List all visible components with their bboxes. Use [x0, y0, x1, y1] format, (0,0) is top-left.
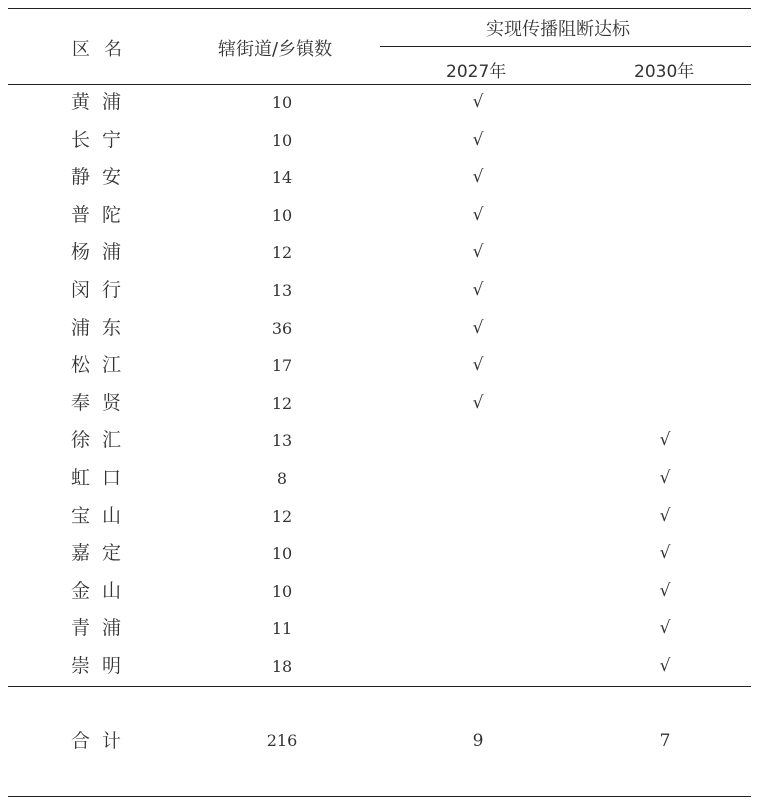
district-count: 12	[271, 506, 293, 526]
table-row	[0, 498, 760, 536]
table-row	[0, 159, 760, 197]
check-2030: √	[659, 656, 671, 676]
table-row	[0, 347, 760, 385]
check-2030	[615, 122, 715, 160]
check-2030	[615, 310, 715, 348]
check-2027: √	[472, 317, 484, 338]
district-name: 长宁	[71, 128, 134, 151]
table-row	[0, 422, 760, 460]
check-2027	[428, 422, 528, 460]
header-count: 辖街道/乡镇数	[218, 39, 333, 60]
district-count: 10	[271, 544, 293, 564]
district-count: 14	[271, 168, 293, 188]
check-2027: √	[472, 92, 484, 112]
district-count: 18	[271, 657, 293, 676]
check-2030	[615, 385, 715, 423]
table-row	[0, 272, 760, 310]
total-2027: 9	[472, 731, 484, 751]
district-count: 13	[271, 431, 293, 451]
table-row	[0, 460, 760, 498]
district-name: 静安	[71, 166, 134, 189]
table-row	[0, 648, 760, 686]
table-row	[0, 385, 760, 423]
table-row	[0, 535, 760, 573]
district-count: 13	[271, 281, 293, 300]
district-name: 虹口	[71, 467, 134, 489]
header-region: 区名	[72, 39, 136, 60]
district-name: 黄浦	[71, 91, 134, 113]
district-name: 浦东	[71, 316, 134, 339]
district-name: 普陀	[71, 203, 134, 226]
district-count: 11	[271, 619, 293, 639]
check-2030	[615, 159, 715, 197]
check-2030: √	[659, 468, 671, 488]
check-2027: √	[472, 242, 484, 263]
table-row	[0, 610, 760, 648]
table-row	[0, 122, 760, 160]
district-name: 青浦	[71, 617, 134, 640]
district-count: 8	[276, 469, 288, 488]
check-2027: √	[472, 280, 484, 300]
check-2027	[428, 498, 528, 536]
district-count: 10	[271, 581, 293, 601]
check-2027: √	[472, 355, 484, 376]
check-2027	[428, 573, 528, 611]
check-2030	[615, 272, 715, 310]
district-count: 36	[271, 318, 293, 338]
check-2030: √	[659, 580, 671, 601]
district-count: 12	[271, 243, 293, 263]
check-2030	[615, 347, 715, 385]
table-row	[0, 84, 760, 122]
check-2027	[428, 460, 528, 498]
district-name: 嘉定	[71, 542, 134, 565]
district-name: 徐汇	[71, 429, 134, 452]
total-2030: 7	[659, 731, 671, 751]
district-count: 10	[271, 93, 293, 112]
table-row	[0, 573, 760, 611]
table-row	[0, 234, 760, 272]
check-2030	[615, 197, 715, 235]
check-2030	[615, 84, 715, 122]
check-2030: √	[659, 618, 671, 639]
table-row	[0, 197, 760, 235]
district-name: 崇明	[71, 655, 134, 677]
district-name: 松江	[71, 354, 134, 377]
check-2027: √	[472, 392, 484, 413]
check-2030: √	[659, 430, 671, 451]
body-bottom-rule	[8, 686, 751, 687]
header-group: 实现传播阻断达标	[486, 19, 630, 40]
district-count: 12	[271, 393, 293, 413]
header-year-2030: 2030年	[634, 62, 695, 82]
district-count: 10	[271, 205, 293, 225]
check-2027: √	[472, 204, 484, 225]
district-name: 奉贤	[71, 391, 134, 414]
check-2027	[428, 610, 528, 648]
header-sub-rule	[380, 46, 751, 47]
total-count: 216	[266, 731, 298, 750]
district-count: 10	[271, 130, 293, 150]
check-2027	[428, 648, 528, 686]
district-count: 17	[271, 356, 293, 376]
header-year-2027: 2027年	[446, 62, 507, 82]
check-2027	[428, 535, 528, 573]
table-top-rule	[8, 8, 751, 9]
check-2027: √	[472, 129, 484, 150]
total-row	[0, 722, 760, 760]
district-name: 闵行	[71, 279, 134, 301]
check-2030: √	[659, 543, 671, 564]
table-bottom-rule	[8, 796, 751, 797]
check-2030: √	[659, 505, 671, 526]
district-name: 宝山	[71, 504, 134, 527]
district-name: 金山	[71, 579, 134, 602]
check-2027: √	[472, 167, 484, 188]
table-row	[0, 310, 760, 348]
check-2030	[615, 234, 715, 272]
total-label: 合计	[71, 730, 134, 752]
district-name: 杨浦	[71, 241, 134, 264]
